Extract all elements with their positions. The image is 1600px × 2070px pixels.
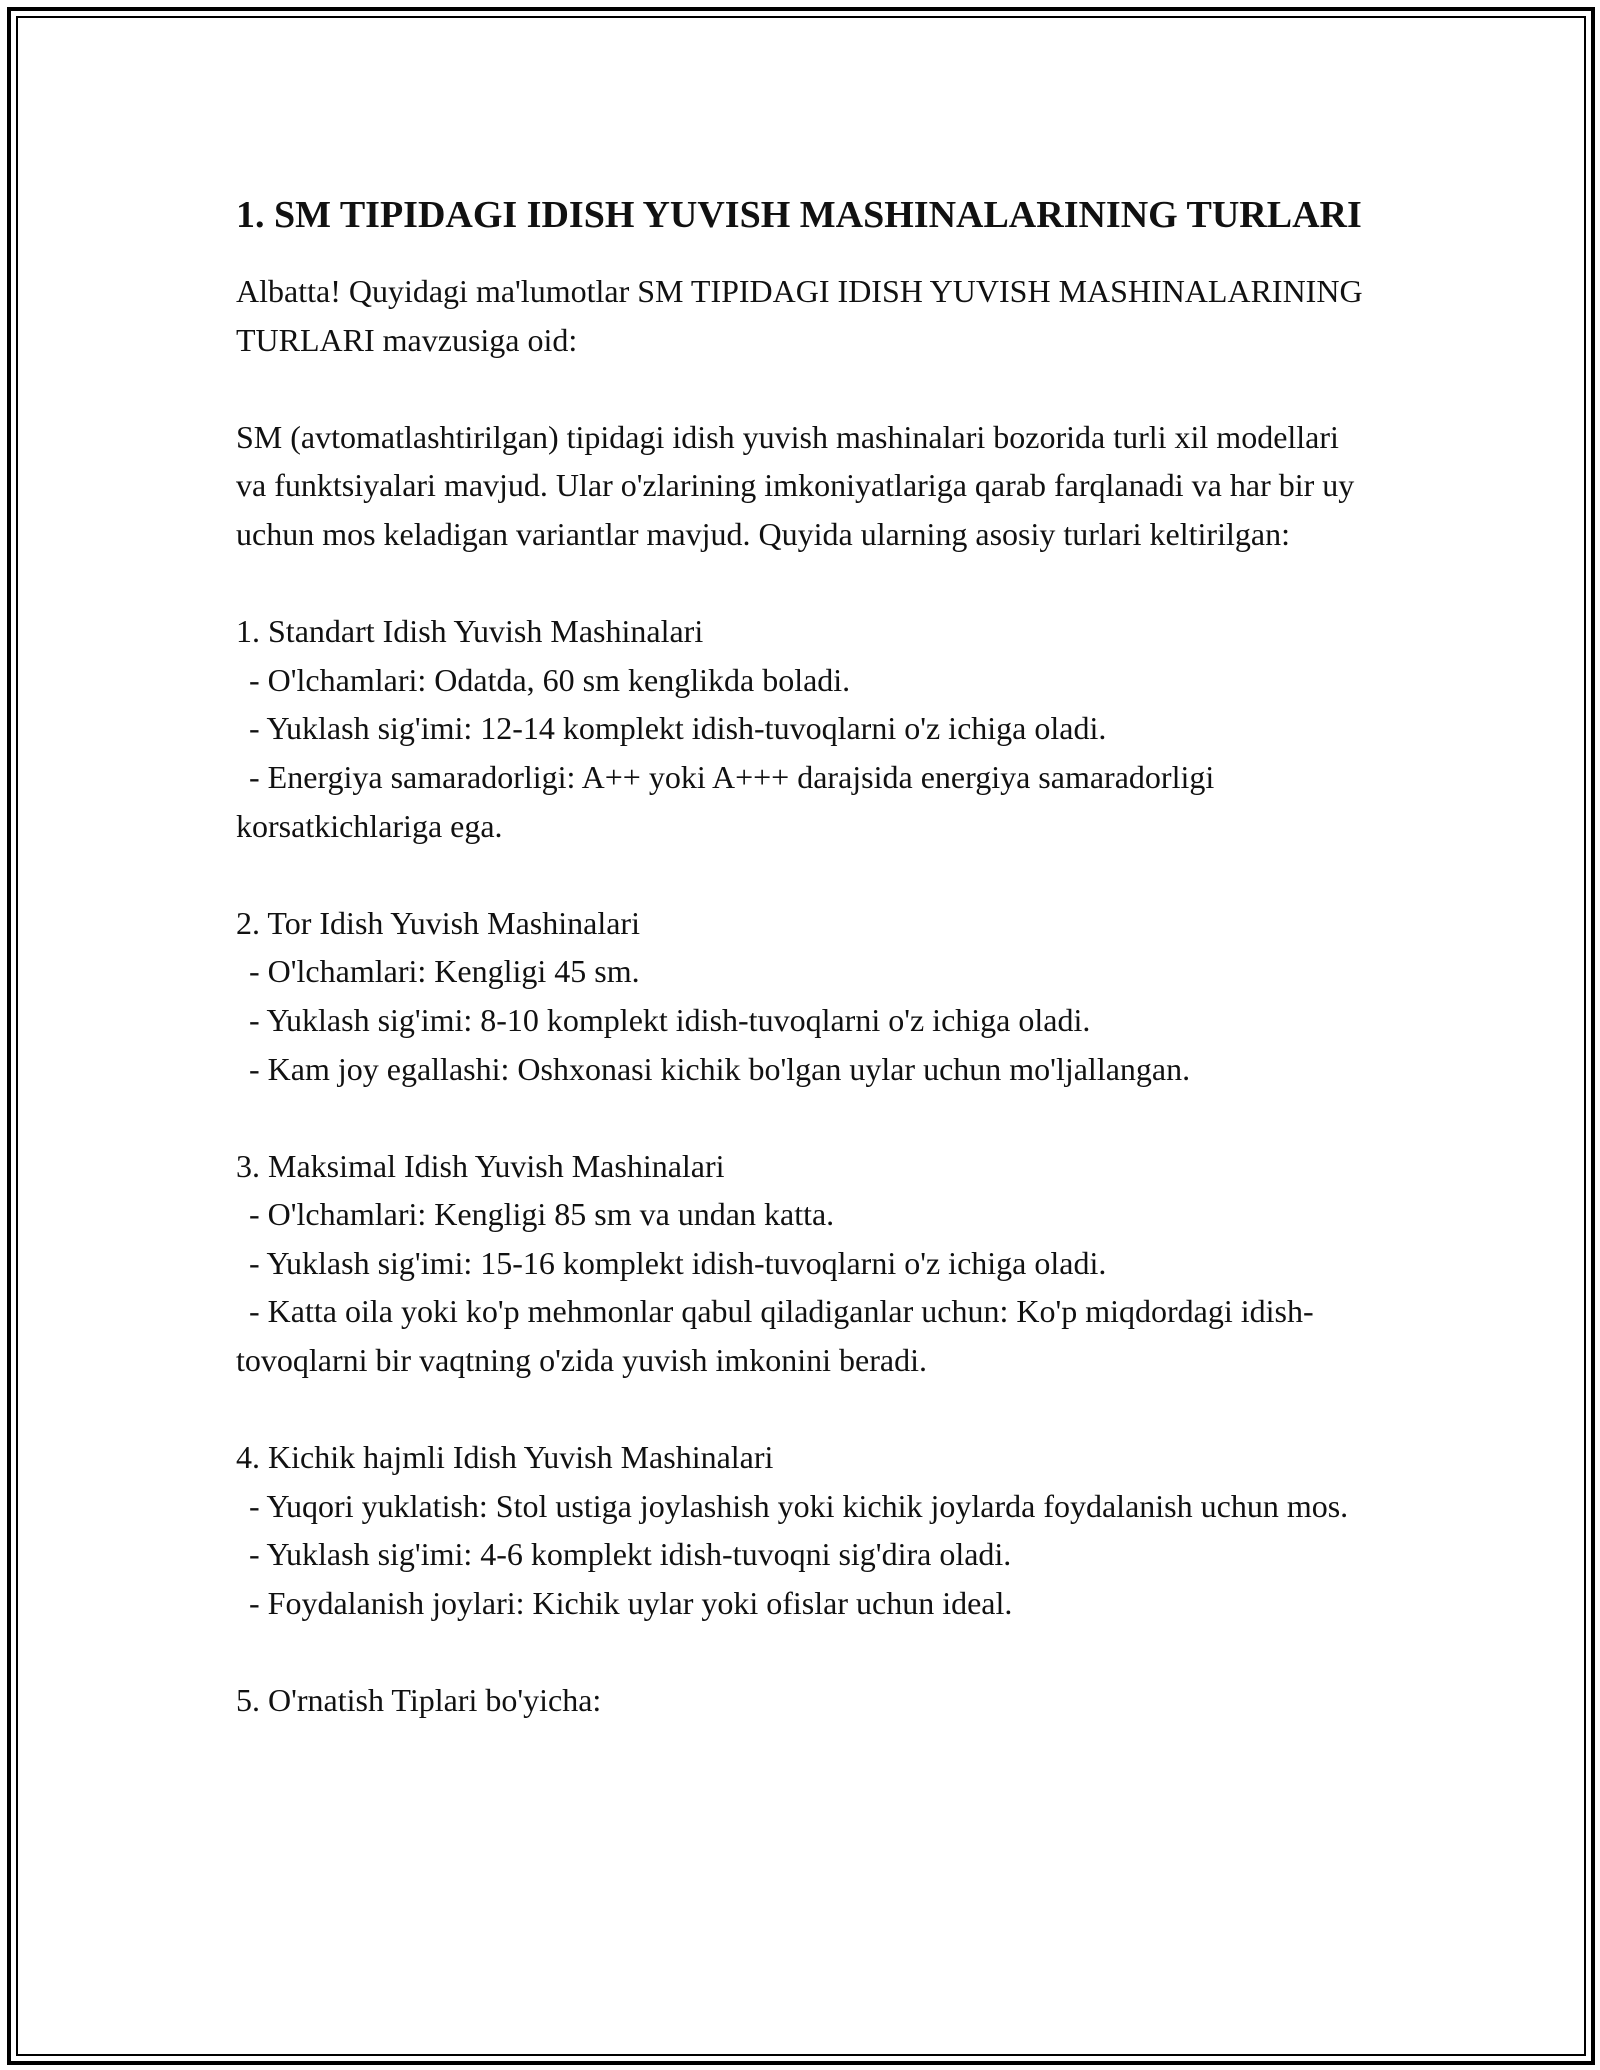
section-title: 3. Maksimal Idish Yuvish Mashinalari [236, 1147, 725, 1184]
section-standard [236, 607, 1376, 850]
paragraph-gap [236, 559, 1376, 608]
overview-paragraph: SM (avtomatlashtirilgan) tipidagi idish yuvish mashinalari bozorida turli xil modellari va funktsiyalari mavjud. Ular o'zlarining imkoniyatlariga qarab farqlanadi va har bir uy uchun mos keladigan variantlar mavjud. Quyida ularning asosiy turlari keltirilgan: [236, 418, 1355, 552]
list-item: - Kam joy egallashi: Oshxonasi kichik bo'lgan uylar uchun mo'ljallangan. [249, 1050, 1191, 1087]
list-item: - Yuklash sig'imi: 4-6 komplekt idish-tuvoqni sig'dira oladi. [249, 1536, 1012, 1573]
list-item: - Foydalanish joylari: Kichik uylar yoki ofislar uchun ideal. [249, 1585, 1013, 1622]
section-title: 1. Standart Idish Yuvish Mashinalari [236, 613, 704, 650]
paragraph-gap [236, 1385, 1376, 1434]
document-body [236, 188, 1376, 1725]
page-title: 1. SM TIPIDAGI IDISH YUVISH MASHINALARINING TURLARI [236, 194, 1362, 236]
section-maximal [236, 1142, 1376, 1385]
section-title: 2. Tor Idish Yuvish Mashinalari [236, 904, 640, 941]
paragraph-gap [236, 850, 1376, 899]
paragraph-gap [236, 1628, 1376, 1677]
section-compact [236, 1433, 1376, 1627]
section-title: 5. O'rnatish Tiplari bo'yicha: [236, 1682, 602, 1719]
list-item: - O'lchamlari: Kengligi 45 sm. [249, 953, 640, 990]
list-item: - Katta oila yoki ko'p mehmonlar qabul qiladiganlar uchun: Ko'p miqdordagi idish-tovoqlarni bir vaqtning o'zida yuvish imkonini beradi. [236, 1293, 1314, 1379]
section-title: 4. Kichik hajmli Idish Yuvish Mashinalari [236, 1439, 774, 1476]
list-item: - O'lchamlari: Kengligi 85 sm va undan katta. [249, 1196, 835, 1233]
intro-paragraph: Albatta! Quyidagi ma'lumotlar SM TIPIDAGI IDISH YUVISH MASHINALARINING TURLARI mavzusiga oid: [236, 273, 1363, 358]
list-item: - O'lchamlari: Odatda, 60 sm kenglikda boladi. [249, 661, 851, 698]
list-item: - Yuklash sig'imi: 15-16 komplekt idish-tuvoqlarni o'z ichiga oladi. [249, 1244, 1107, 1281]
paragraph-gap [236, 364, 1376, 413]
list-item: - Yuklash sig'imi: 12-14 komplekt idish-tuvoqlarni o'z ichiga oladi. [249, 710, 1107, 747]
list-item: - Yuqori yuklatish: Stol ustiga joylashish yoki kichik joylarda foydalanish uchun mos. [249, 1487, 1349, 1524]
section-narrow [236, 899, 1376, 1093]
list-item: - Energiya samaradorligi: A++ yoki A+++ darajsida energiya samaradorligi korsatkichlariga ega. [236, 758, 1215, 844]
list-item: - Yuklash sig'imi: 8-10 komplekt idish-tuvoqlarni o'z ichiga oladi. [249, 1001, 1091, 1038]
section-installation [236, 1676, 1376, 1725]
paragraph-gap [236, 1093, 1376, 1142]
